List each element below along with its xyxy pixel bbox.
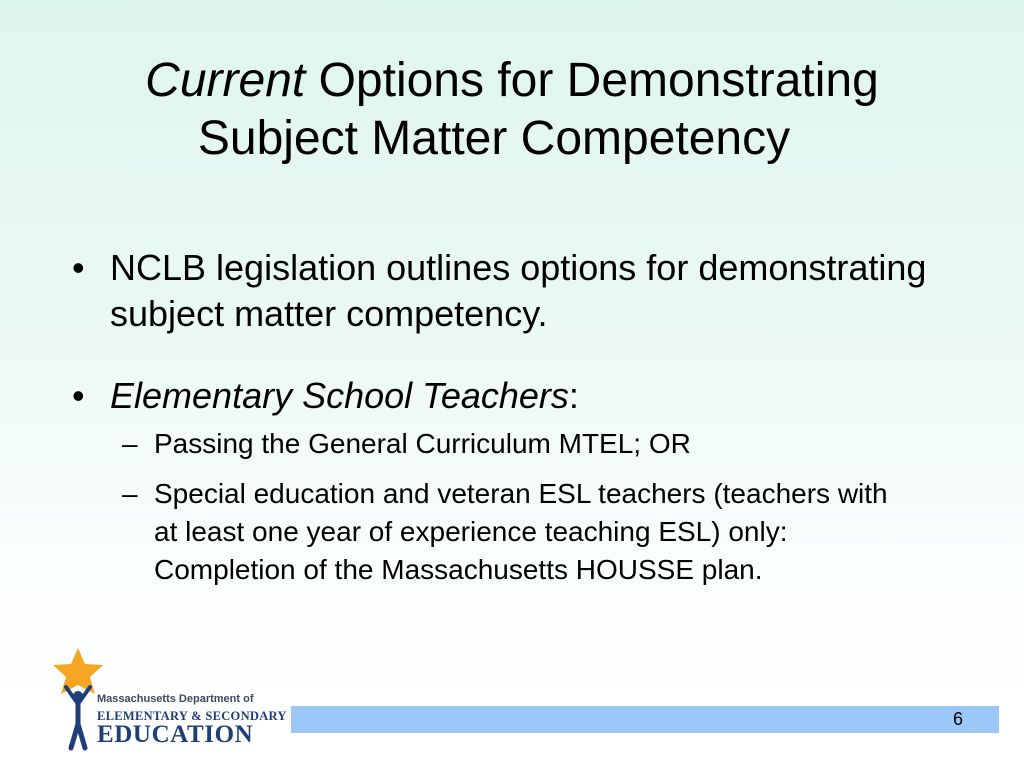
bullet-marker: • bbox=[72, 375, 85, 416]
sub-bullet-text: Special education and veteran ESL teachers (teachers with at least one year of experience teaching ESL) only: Completion of the Massachusetts HOUSSE plan. bbox=[154, 478, 888, 585]
figure-body bbox=[71, 701, 85, 748]
title-line-2: Subject Matter Competency bbox=[197, 112, 791, 165]
slide-title bbox=[0, 52, 1024, 168]
logo-line-2: ELEMENTARY & SECONDARY bbox=[97, 709, 287, 723]
title-italic: Current bbox=[145, 54, 306, 107]
bullet-text-suffix: : bbox=[568, 375, 579, 416]
sub-bullet-marker: – bbox=[122, 428, 138, 459]
sub-bullet-list bbox=[68, 425, 988, 589]
star-shape bbox=[53, 648, 103, 694]
logo-line-1: Massachusetts Department of bbox=[97, 693, 254, 705]
bullet-elementary bbox=[68, 373, 988, 419]
title-line-1 bbox=[0, 52, 1024, 110]
sub-bullet-marker: – bbox=[122, 478, 138, 509]
dese-logo bbox=[50, 648, 287, 753]
bullet-nclb bbox=[68, 245, 988, 337]
bullet-text: NCLB legislation outlines options for demonstrating subject matter competency. bbox=[110, 247, 927, 334]
sub-bullet-mtel bbox=[118, 425, 914, 463]
title-rest: Options for Demonstrating bbox=[305, 54, 879, 107]
footer-bar bbox=[291, 706, 999, 733]
bullet-marker: • bbox=[72, 247, 85, 288]
slide-body bbox=[68, 245, 988, 589]
bullet-text-italic: Elementary School Teachers bbox=[110, 375, 569, 416]
sub-bullet-text: Passing the General Curriculum MTEL; OR bbox=[154, 428, 691, 459]
sub-bullet-housse bbox=[118, 475, 914, 589]
slide-number: 6 bbox=[952, 709, 963, 729]
logo-line-3: EDUCATION bbox=[97, 721, 254, 748]
